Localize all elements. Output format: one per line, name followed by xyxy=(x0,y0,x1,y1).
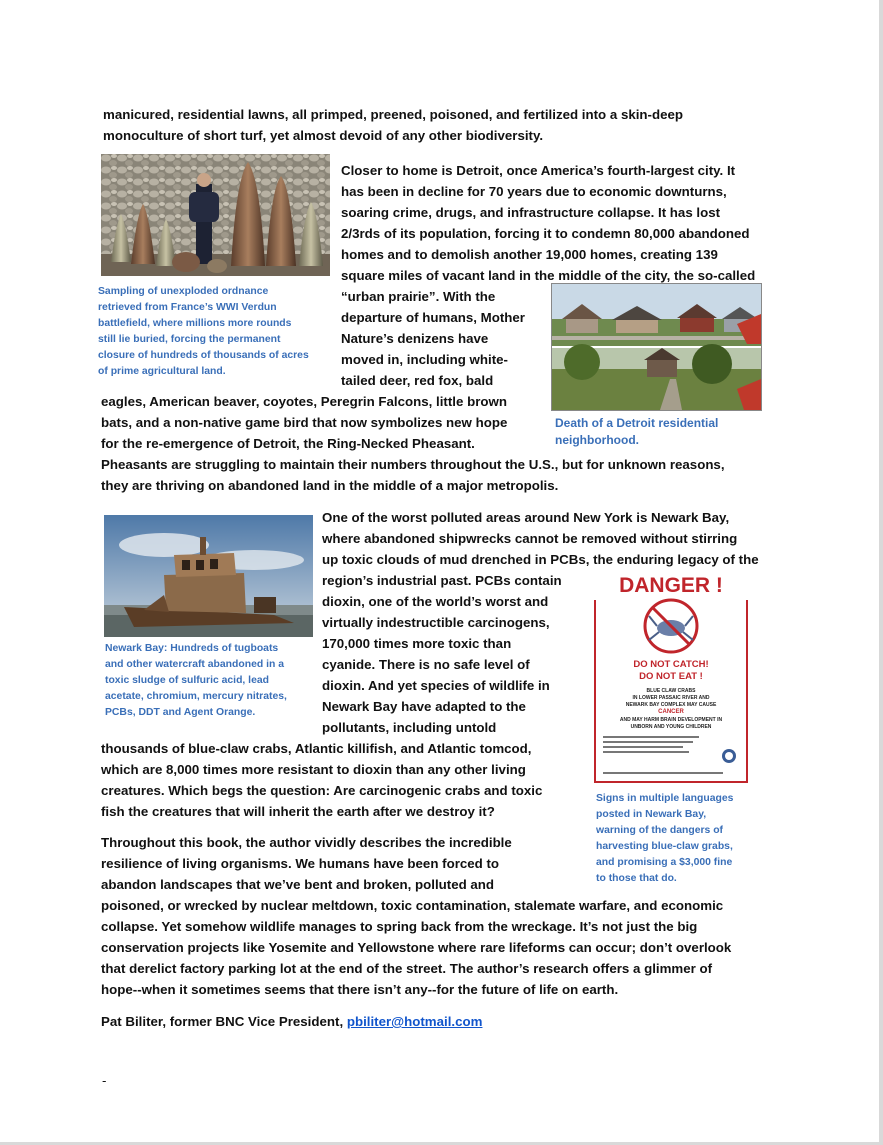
detroit-line: homes and to demolish another 19,000 homes, creating 139 xyxy=(341,247,718,262)
intro-line: monoculture of short turf, yet almost devoid of any other biodiversity. xyxy=(103,128,544,143)
sign-caption-line: and promising a $3,000 fine xyxy=(596,857,733,868)
sign-line-4: IN LOWER PASSAIC RIVER AND xyxy=(632,695,710,701)
email-link[interactable]: pbiliter@hotmail.com xyxy=(346,1014,483,1029)
newark-line: fish the creatures that will inherit the earth after we destroy it? xyxy=(101,804,495,819)
sign-caption-line: harvesting blue-claw grabs, xyxy=(596,841,733,852)
sign-line-2: DO NOT EAT ! xyxy=(639,671,703,682)
detroit-line: “urban prairie”. With the xyxy=(341,289,496,304)
ship-caption-line: Newark Bay: Hundreds of tugboats xyxy=(105,643,279,654)
ordnance-caption-line: of prime agricultural land. xyxy=(98,366,226,377)
ordnance-caption-line: still lie buried, forcing the permanent xyxy=(98,334,281,345)
detroit-line: tailed deer, red fox, bald xyxy=(341,373,494,388)
conclusion-line: resilience of living organisms. We humans have been forced to xyxy=(101,856,500,871)
newark-line: creatures. Which begs the question: Are carcinogenic crabs and toxic xyxy=(101,783,543,798)
ordnance-photo xyxy=(101,154,330,276)
sign-caption-line: Signs in multiple languages xyxy=(596,793,734,804)
ordnance-caption-line: battlefield, where millions more rounds xyxy=(98,318,292,329)
conclusion-line: that derelict factory parking lot at the end of the street. The author’s research offers a glimmer of xyxy=(101,961,713,976)
detroit-line: moved in, including white- xyxy=(341,352,508,367)
detroit-line: for the re-emergence of Detroit, the Ring-Necked Pheasant. xyxy=(101,436,475,451)
detroit-line: they are thriving on abandoned land in the middle of a major metropolis. xyxy=(101,478,559,493)
detroit-caption-line: Death of a Detroit residential xyxy=(555,416,719,430)
detroit-line: Closer to home is Detroit, once America’s fourth-largest city. It xyxy=(341,163,736,178)
newark-line: which are 8,000 times more resistant to dioxin than any other living xyxy=(101,762,526,777)
conclusion-line: conservation projects like Yosemite and Yellowstone where rare lifeforms can occur; don’t overlook xyxy=(101,940,732,955)
detroit-line: eagles, American beaver, coyotes, Peregrin Falcons, little brown xyxy=(101,394,507,409)
signature-text: Pat Biliter, former BNC Vice President, xyxy=(101,1014,347,1029)
newark-line: dioxin, one of the world’s worst and xyxy=(322,594,549,609)
sign-title: DANGER ! xyxy=(619,574,723,597)
newark-line: where abandoned shipwrecks cannot be removed without stirring xyxy=(322,531,738,546)
detroit-line: Pheasants are struggling to maintain their numbers throughout the U.S., but for unknown reasons, xyxy=(101,457,725,472)
sign-line-8: UNBORN AND YOUNG CHILDREN xyxy=(630,724,712,730)
detroit-line: 2/3rds of its population, forcing it to condemn 80,000 abandoned xyxy=(341,226,750,241)
detroit-photo xyxy=(551,283,762,411)
newark-line: virtually indestructible carcinogens, xyxy=(322,615,550,630)
signature xyxy=(101,1011,482,1032)
detroit-line: Nature’s denizens have xyxy=(341,331,489,346)
footer-mark: - xyxy=(102,1073,107,1088)
sign-caption-line: posted in Newark Bay, xyxy=(596,809,707,820)
sign-caption-line: warning of the dangers of xyxy=(596,825,724,836)
newark-line: One of the worst polluted areas around New York is Newark Bay, xyxy=(322,510,730,525)
ship-caption-line: and other watercraft abandoned in a xyxy=(105,659,284,670)
newark-line: thousands of blue-claw crabs, Atlantic killifish, and Atlantic tomcod, xyxy=(101,741,532,756)
sign-line-5: NEWARK BAY COMPLEX MAY CAUSE xyxy=(625,702,717,708)
sign-line-6: CANCER xyxy=(658,709,684,715)
sign-line-7: AND MAY HARM BRAIN DEVELOPMENT IN xyxy=(619,717,723,723)
conclusion-line: abandon landscapes that we’ve bent and broken, polluted and xyxy=(101,877,495,892)
ordnance-caption-line: Sampling of unexploded ordnance xyxy=(98,286,269,297)
conclusion-line: hope--when it sometimes seems that there isn’t any--for the future of life on earth. xyxy=(101,982,619,997)
conclusion-line: Throughout this book, the author vividly describes the incredible xyxy=(101,835,512,850)
ordnance-caption-line: closure of hundreds of thousands of acres xyxy=(98,350,309,361)
sign-line-3: BLUE CLAW CRABS xyxy=(646,688,696,694)
sign-line-1: DO NOT CATCH! xyxy=(633,659,709,670)
intro-line: manicured, residential lawns, all primped, preened, poisoned, and fertilized into a skin-deep xyxy=(103,107,684,122)
sign-caption-line: to those that do. xyxy=(596,873,677,884)
conclusion-line: poisoned, or wrecked by nuclear meltdown, toxic contamination, stalemate warfare, and economic xyxy=(101,898,724,913)
newark-line: region’s industrial past. PCBs contain xyxy=(322,573,562,588)
ship-caption-line: toxic sludge of sulfuric acid, lead xyxy=(105,675,269,686)
detroit-line: square miles of vacant land in the middle of the city, the so-called xyxy=(341,268,756,283)
detroit-line: soaring crime, drugs, and infrastructure collapse. It has lost xyxy=(341,205,721,220)
ship-caption-line: acetate, chromium, mercury nitrates, xyxy=(105,691,287,702)
ordnance-caption-line: retrieved from France’s WWI Verdun xyxy=(98,302,277,313)
newark-line: pollutants, including untold xyxy=(322,720,497,735)
shipwreck-photo xyxy=(104,515,313,637)
page-edge xyxy=(879,0,883,1145)
newark-line: dioxin. And yet species of wildlife in xyxy=(322,678,550,693)
detroit-line: bats, and a non-native game bird that now symbolizes new hope xyxy=(101,415,508,430)
conclusion-line: collapse. Yet somehow wildlife manages to spring back from the wreckage. It’s not just the big xyxy=(101,919,698,934)
detroit-caption-line: neighborhood. xyxy=(555,433,639,447)
newark-line: up toxic clouds of mud drenched in PCBs, the enduring legacy of the xyxy=(322,552,759,567)
newark-line: cyanide. There is no safe level of xyxy=(322,657,530,672)
detroit-line: departure of humans, Mother xyxy=(341,310,525,325)
ship-caption-line: PCBs, DDT and Agent Orange. xyxy=(105,707,256,718)
danger-sign xyxy=(591,570,751,786)
newark-line: 170,000 times more toxic than xyxy=(322,636,512,651)
newark-line: Newark Bay have adapted to the xyxy=(322,699,526,714)
detroit-line: has been in decline for 70 years due to economic downturns, xyxy=(341,184,727,199)
